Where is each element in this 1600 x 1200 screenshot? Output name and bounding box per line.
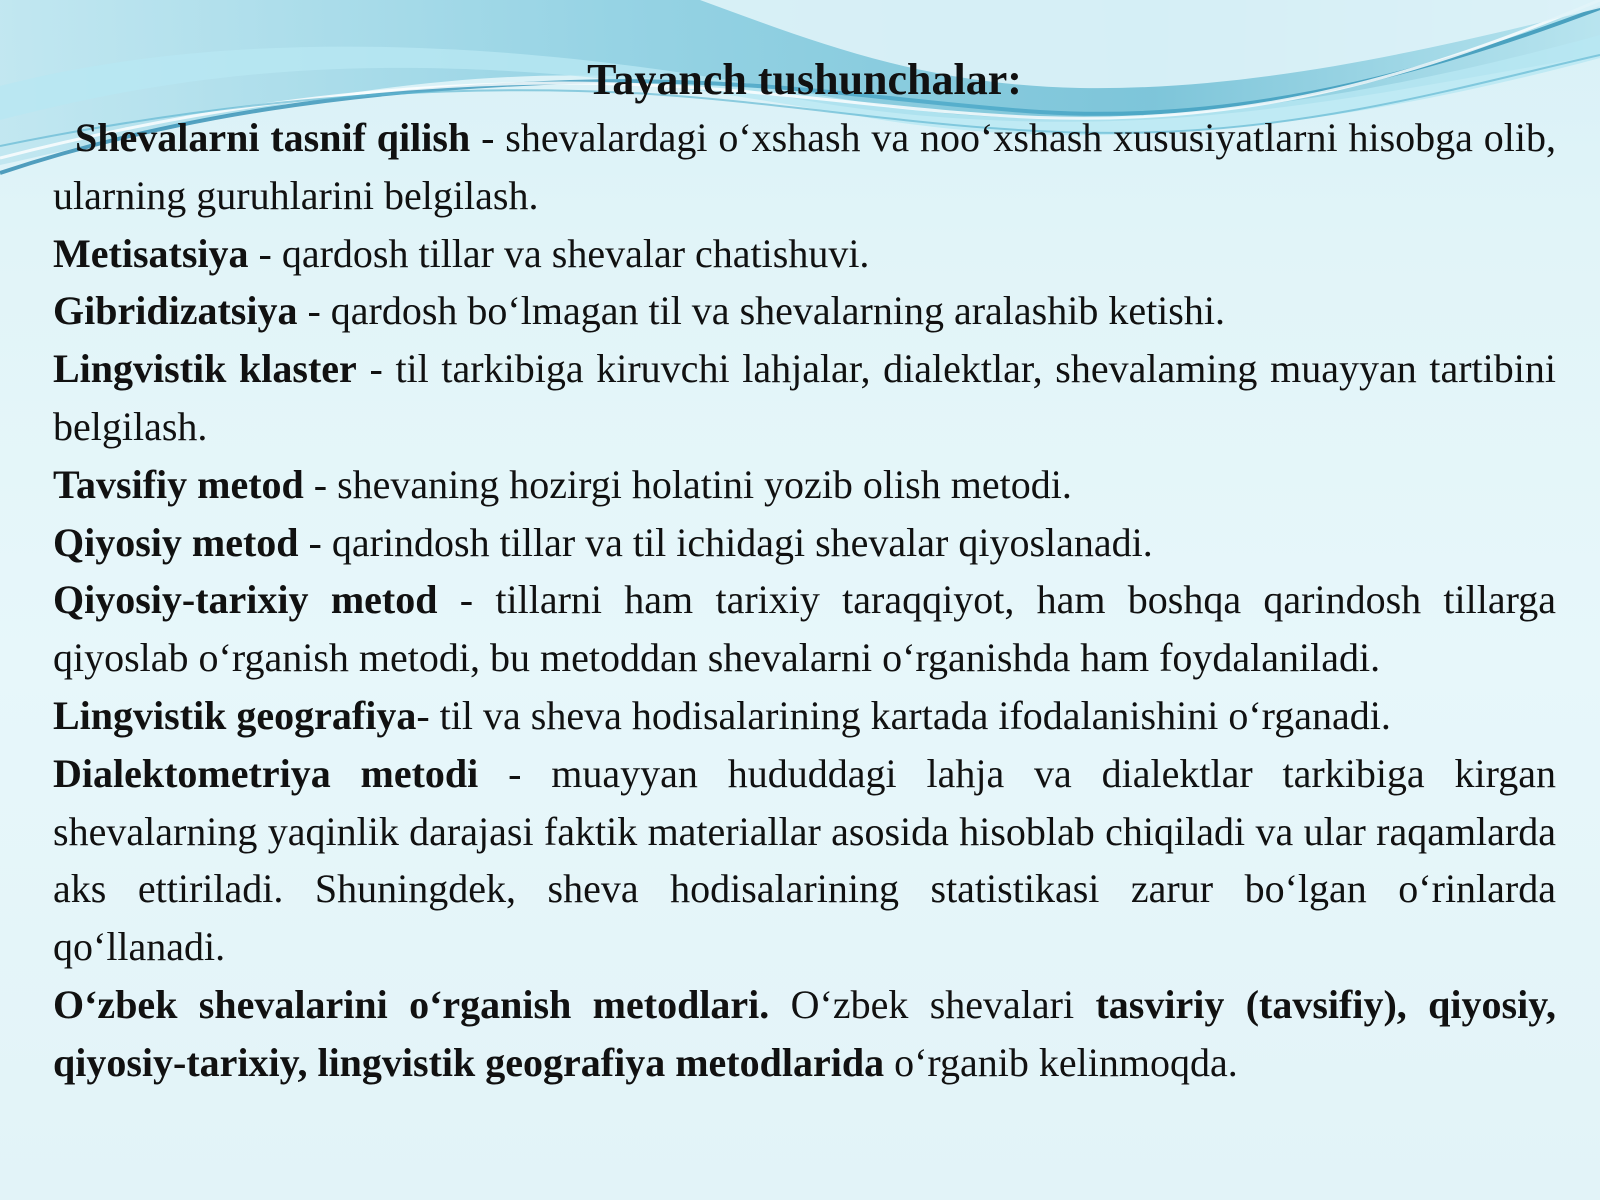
term: Metisatsiya xyxy=(53,230,249,276)
definition-entry-ozbek-shevalarini-organish-metodlari xyxy=(53,976,1556,1092)
term: Qiyosiy metod xyxy=(53,519,299,565)
definition-entry-lingvistik-klaster xyxy=(53,340,1556,456)
definition-entry-tavsifiy-metod xyxy=(53,456,1556,514)
definition: - til va sheva hodisalarining kartada ifodalanishini o‘rganadi. xyxy=(416,692,1391,738)
method-list: tasviriy (tavsifiy), qiyosiy, qiyosiy-tarixiy, lingvistik geografiya metodlarida xyxy=(53,981,1556,1085)
term: Tavsifiy metod xyxy=(53,461,304,507)
definition: - qardosh tillar va shevalar chatishuvi. xyxy=(248,230,870,276)
slide-title: Tayanch tushunchalar: xyxy=(587,55,1022,104)
term: Lingvistik geografiya xyxy=(53,692,417,738)
slide-content xyxy=(53,51,1556,1092)
term: Lingvistik klaster xyxy=(53,346,357,392)
definition-entry-qiyosiy-tarixiy-metod xyxy=(53,571,1556,687)
term: Shevalarni tasnif qilish xyxy=(75,115,471,160)
definition: - qarindosh tillar va til ichidagi shevalar qiyoslanadi. xyxy=(298,519,1153,565)
term: Gibridizatsiya xyxy=(53,288,298,334)
definition: - til tarkibiga kiruvchi lahjalar, dialektlar, shevalaming muayyan tartibini belgilash. xyxy=(53,346,1557,449)
definition-entry-metisatsiya xyxy=(53,225,1556,283)
term: Dialektometriya metodi xyxy=(53,750,479,796)
definition-intro: O‘zbek shevalari xyxy=(769,981,1096,1027)
term: Qiyosiy-tarixiy metod xyxy=(53,577,438,623)
definition-ending: o‘rganib kelinmoqda. xyxy=(884,1039,1238,1085)
definition: - shevalardagi o‘xshash va noo‘xshash xususiyatlarni hisobga olib, ularning guruhlarini belgilash. xyxy=(53,115,1556,218)
definition-entry-qiyosiy-metod xyxy=(53,514,1556,572)
definition-entry-shevalarni-tasnif-qilish xyxy=(53,109,1556,225)
definition: - muayyan hududdagi lahja va dialektlar tarkibiga kirgan shevalarning yaqinlik darajasi faktik materiallar asosida hisoblab chiqiladi va ular raqamlarda aks ettiriladi. Shuningdek, sheva hodisalarining statistikasi zarur bo‘lgan o‘rinlarda qo‘llanadi. xyxy=(53,750,1556,970)
definition: - qardosh bo‘lmagan til va shevalarning aralashib ketishi. xyxy=(297,288,1225,334)
definition-entry-lingvistik-geografiya xyxy=(53,687,1556,745)
definition-entry-gibridizatsiya xyxy=(53,282,1556,340)
definition: - tillarni ham tarixiy taraqqiyot, ham boshqa qarindosh tillarga qiyoslab o‘rganish metodi, bu metoddan shevalarni o‘rganishda ham foydalaniladi. xyxy=(53,577,1556,681)
definition: - shevaning hozirgi holatini yozib olish metodi. xyxy=(303,461,1072,507)
term: O‘zbek shevalarini o‘rganish metodlari. xyxy=(53,981,770,1027)
definition-entry-dialektometriya-metodi xyxy=(53,745,1556,976)
